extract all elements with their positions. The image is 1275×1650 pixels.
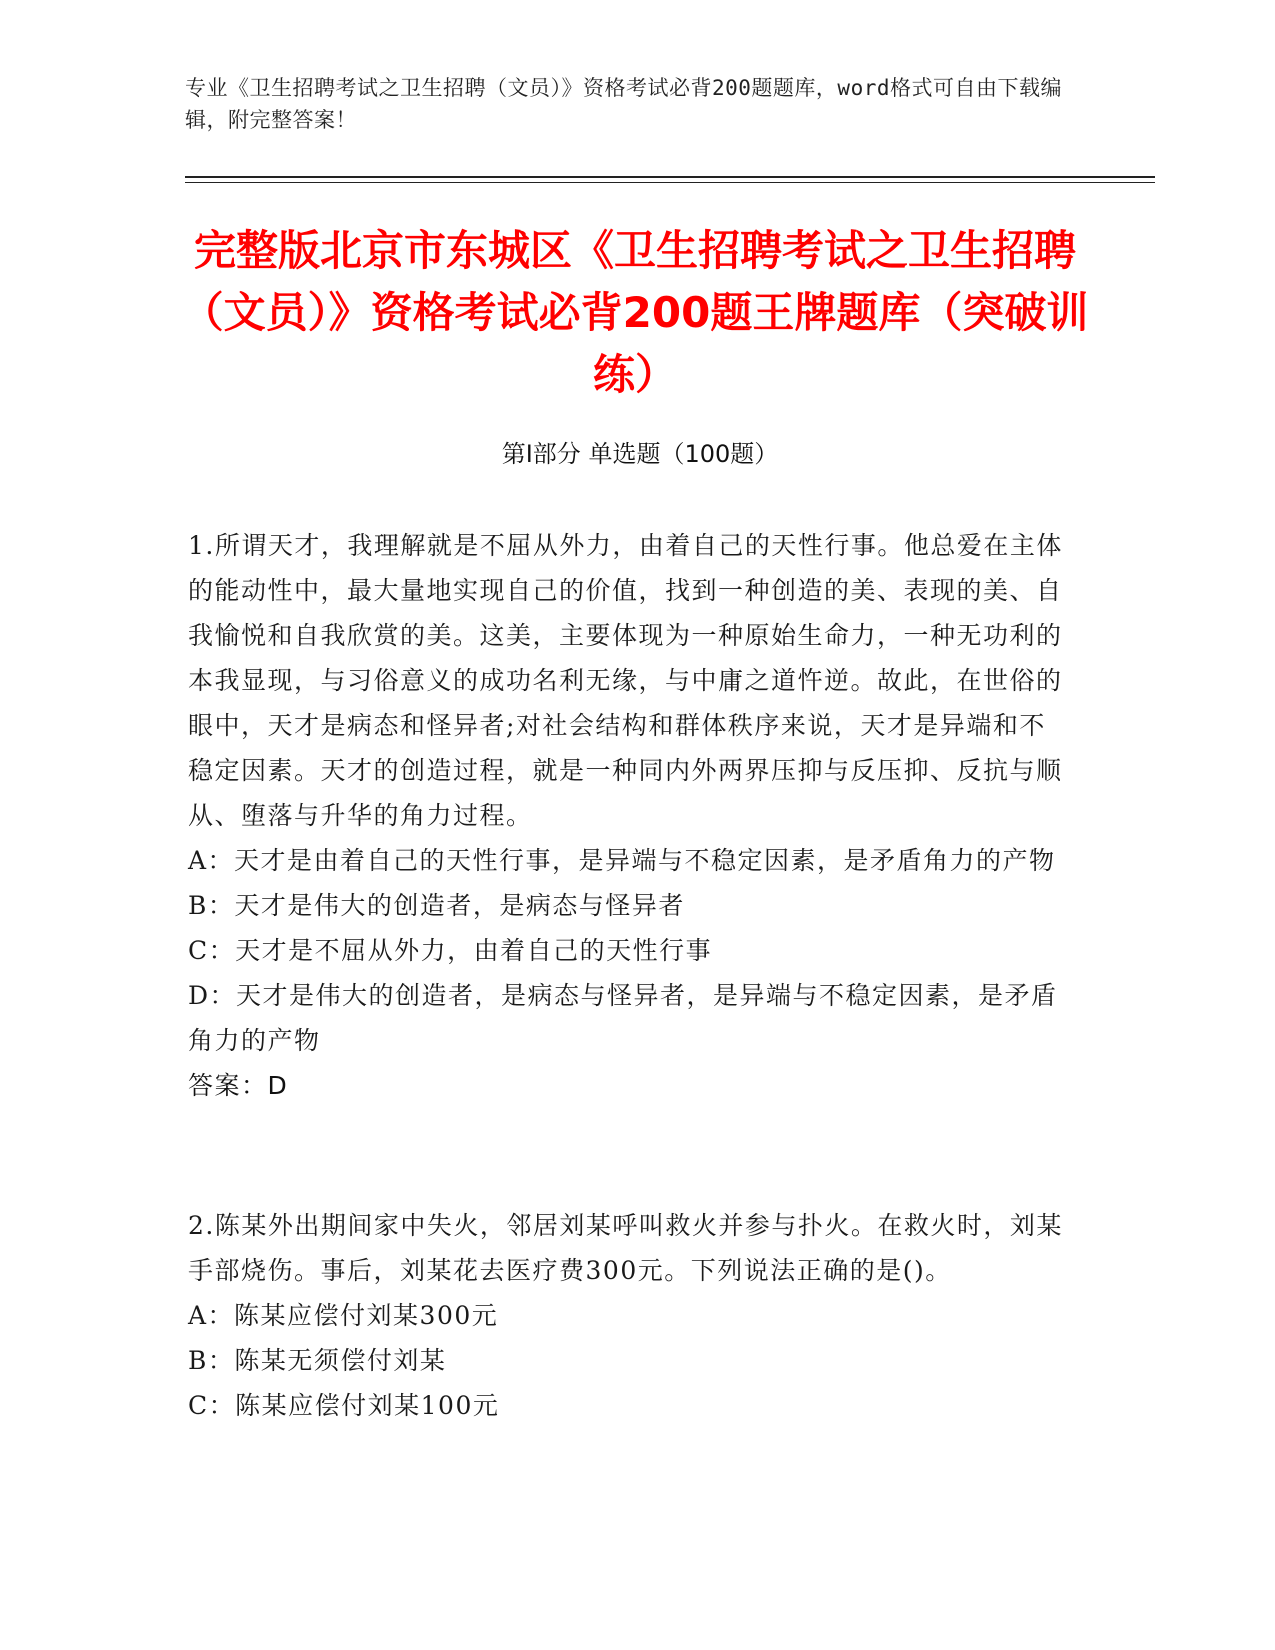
question-2	[188, 1203, 1063, 1428]
option-c: C：陈某应偿付刘某100元	[188, 1391, 500, 1420]
section-title: 第I部分 单选题（100题）	[501, 440, 779, 468]
option-b: B：天才是伟大的创造者，是病态与怪异者	[188, 891, 685, 920]
option-b: B：陈某无须偿付刘某	[188, 1346, 447, 1375]
option-a: A：陈某应偿付刘某300元	[188, 1301, 499, 1330]
question-1	[188, 523, 1063, 1108]
document-title: 完整版北京市东城区《卫生招聘考试之卫生招聘（文员）》资格考试必背200题王牌题库（突破训练）	[181, 226, 1089, 399]
option-d: D：天才是伟大的创造者，是病态与怪异者，是异端与不稳定因素，是矛盾角力的产物	[188, 981, 1058, 1055]
question-stem: 1.所谓天才，我理解就是不屈从外力，由着自己的天性行事。他总爱在主体的能动性中，最大量地实现自己的价值，找到一种创造的美、表现的美、自我愉悦和自我欣赏的美。这美，主要体现为一种原始生命力，一种无功利的本我显现，与习俗意义的成功名利无缘，与中庸之道忤逆。故此，在世俗的眼中，天才是病态和怪异者;对社会结构和群体秩序来说，天才是异端和不稳定因素。天才的创造过程，就是一种同内外两界压抑与反压抑、反抗与顺从、堕落与升华的角力过程。	[188, 531, 1063, 830]
answer-line: 答案：D	[188, 1071, 289, 1100]
header-note: 专业《卫生招聘考试之卫生招聘（文员）》资格考试必背200题题库，word格式可自由下载编辑，附完整答案！	[185, 76, 1062, 132]
option-a: A：天才是由着自己的天性行事，是异端与不稳定因素，是矛盾角力的产物	[188, 846, 1056, 875]
option-c: C：天才是不屈从外力，由着自己的天性行事	[188, 936, 713, 965]
header-rule-thick	[185, 176, 1155, 178]
question-stem: 2.陈某外出期间家中失火，邻居刘某呼叫救火并参与扑火。在救火时，刘某手部烧伤。事后，刘某花去医疗费300元。下列说法正确的是()。	[188, 1211, 1063, 1285]
header-rule-thin	[185, 182, 1155, 183]
